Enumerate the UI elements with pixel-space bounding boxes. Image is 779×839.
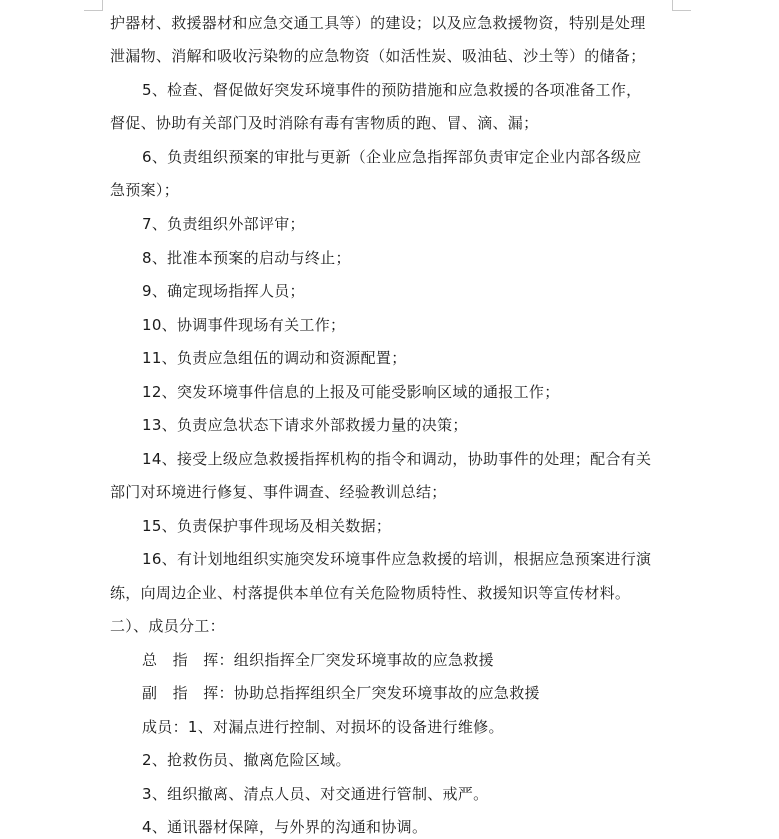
text-line: 急预案）； [110,181,180,199]
text-line: 16、有计划地组织实施突发环境事件应急救援的培训，根据应急预案进行演 [142,550,652,568]
text-line: 5、检查、督促做好突发环境事件的预防措施和应急救援的各项准备工作， [142,81,642,99]
page-corner-mark-left [84,0,103,11]
text-line: 10、协调事件现场有关工作； [142,316,346,334]
text-line: 总 指 挥：组织指挥全厂突发环境事故的应急救援 [142,651,494,669]
text-line: 11、负责应急组伍的调动和资源配置； [142,349,407,367]
text-line: 成员：1、对漏点进行控制、对损坏的设备进行维修。 [142,718,504,736]
text-line: 督促、协助有关部门及时消除有毒有害物质的跑、冒、滴、漏； [110,114,539,132]
text-line: 副 指 挥：协助总指挥组织全厂突发环境事故的应急救援 [142,684,540,702]
text-line: 7、负责组织外部评审； [142,215,305,233]
text-line: 12、突发环境事件信息的上报及可能受影响区域的通报工作； [142,383,560,401]
text-line: 2、抢救伤员、撤离危险区域。 [142,751,351,769]
text-line: 3、组织撤离、清点人员、对交通进行管制、戒严。 [142,785,489,803]
text-line: 13、负责应急状态下请求外部救援力量的决策； [142,416,468,434]
text-line: 练，向周边企业、村落提供本单位有关危险物质特性、救援知识等宣传材料。 [110,584,631,602]
text-line: 泄漏物、消解和吸收污染物的应急物资（如活性炭、吸油毡、沙土等）的储备； [110,47,646,65]
text-line: 4、通讯器材保障，与外界的沟通和协调。 [142,818,428,836]
page-corner-mark-right [672,0,691,11]
text-line: 6、负责组织预案的审批与更新（企业应急指挥部负责审定企业内部各级应 [142,148,642,166]
text-line: 14、接受上级应急救援指挥机构的指令和调动，协助事件的处理；配合有关 [142,450,652,468]
text-line: 8、批准本预案的启动与终止； [142,249,351,267]
text-line: 部门对环境进行修复、事件调查、经验教训总结； [110,483,447,501]
text-line: 15、负责保护事件现场及相关数据； [142,517,392,535]
section-heading: 二）、成员分工： [110,617,225,635]
text-line: 9、确定现场指挥人员； [142,282,305,300]
text-line: 护器材、救援器材和应急交通工具等）的建设；以及应急救援物资，特别是处理 [110,14,646,32]
